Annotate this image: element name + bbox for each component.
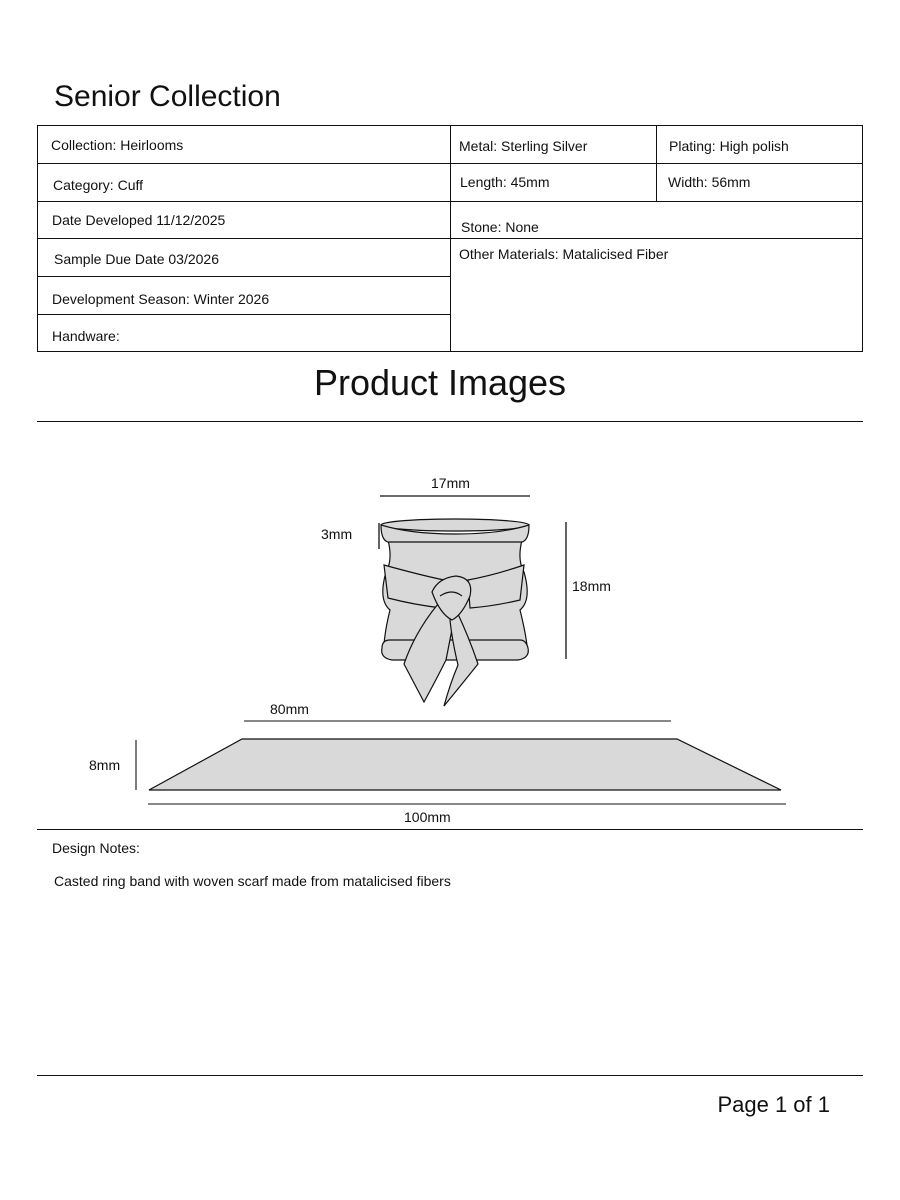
band-bottom-length-label: 100mm	[404, 809, 451, 825]
page-number: Page 1 of 1	[717, 1092, 830, 1117]
band-thickness-label: 8mm	[89, 757, 121, 773]
spec-hardware: Handware:	[52, 328, 120, 344]
band-top-length-label: 80mm	[270, 701, 309, 717]
design-notes-text: Casted ring band with woven scarf made from matalicised fibers	[54, 873, 451, 889]
band-illustration	[149, 739, 781, 790]
product-images-title: Product Images	[313, 362, 567, 403]
spec-category: Category: Cuff	[53, 177, 144, 193]
spec-other-materials: Other Materials: Matalicised Fiber	[459, 246, 669, 262]
footer-divider	[37, 1075, 863, 1076]
spec-stone: Stone: None	[461, 219, 539, 235]
ring-height-label: 18mm	[572, 578, 611, 594]
spec-development-season: Development Season: Winter 2026	[52, 291, 270, 307]
design-notes-label: Design Notes:	[52, 840, 140, 856]
spec-plating: Plating: High polish	[669, 138, 789, 154]
spec-width: Width: 56mm	[668, 174, 751, 190]
spec-collection: Collection: Heirlooms	[51, 137, 184, 153]
ring-illustration	[381, 519, 529, 706]
ring-width-label: 17mm	[431, 475, 470, 491]
spec-date-developed: Date Developed 11/12/2025	[52, 212, 226, 228]
spec-metal: Metal: Sterling Silver	[459, 138, 588, 154]
spec-sample-due-date: Sample Due Date 03/2026	[54, 251, 219, 267]
ring-band-label: 3mm	[321, 526, 353, 542]
page-title: Senior Collection	[54, 80, 281, 113]
spec-length: Length: 45mm	[460, 174, 550, 190]
notes-divider	[37, 829, 863, 830]
